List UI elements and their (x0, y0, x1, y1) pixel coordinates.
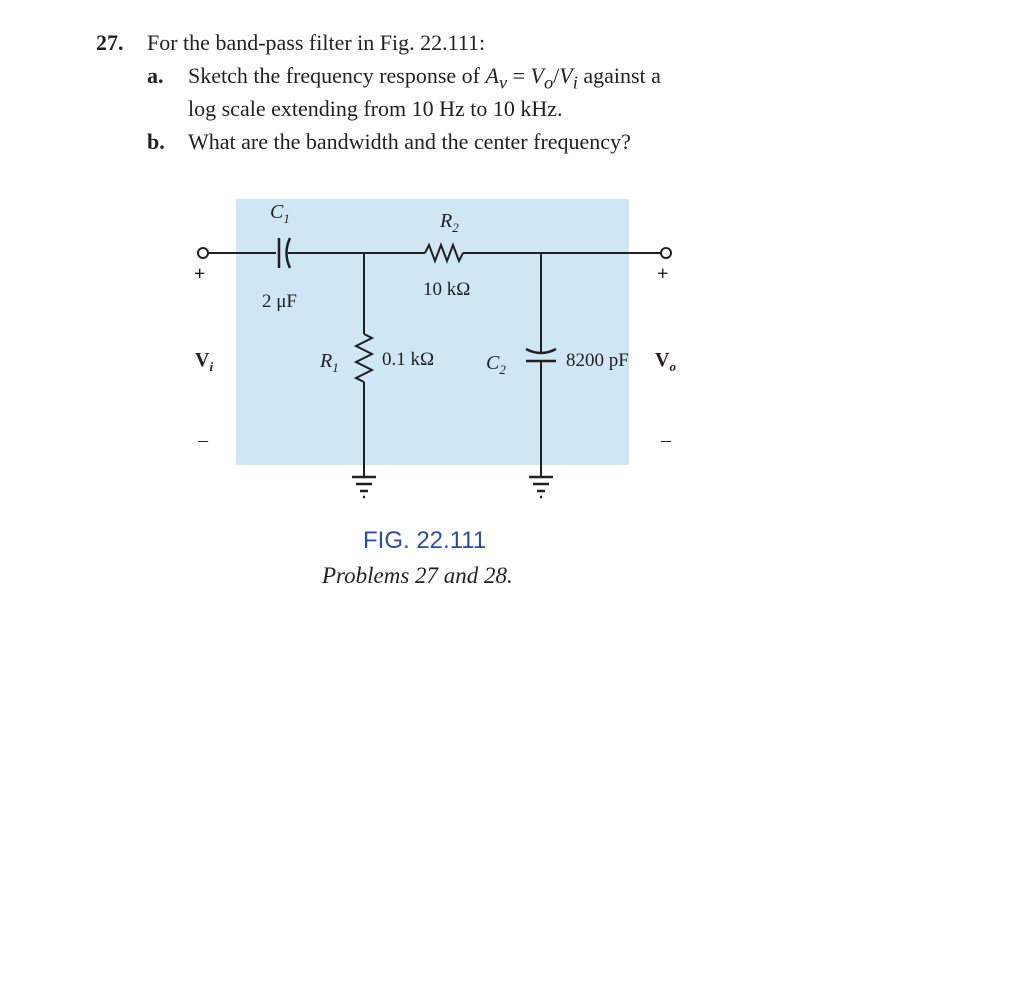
r1-value: 0.1 kΩ (382, 349, 435, 370)
c1-value: 2 μF (262, 291, 298, 312)
fraction-slash: / (553, 63, 560, 88)
c2-value: 8200 pF (566, 350, 629, 371)
input-minus: – (198, 429, 208, 451)
input-plus: + (194, 263, 206, 285)
r2-value: 10 kΩ (423, 279, 471, 300)
c2-label: $C_2$ (486, 352, 506, 377)
figure-title: FIG. 22.111 (363, 527, 487, 554)
gain-subscript: v (498, 72, 508, 93)
part-a-suffix: against a (577, 63, 661, 88)
equals-sign: = (507, 63, 531, 88)
output-minus: – (661, 429, 671, 451)
problem-number: 27. (96, 30, 124, 55)
filter-shading-box (236, 199, 629, 465)
input-voltage-label: $V_i$ (195, 349, 214, 374)
part-b-letter: b. (147, 129, 165, 154)
part-a-prefix: Sketch the frequency response of (188, 63, 486, 88)
ground-icon (352, 477, 376, 497)
output-plus: + (657, 263, 669, 285)
ground-icon (529, 477, 553, 497)
r2-label: $R_2$ (440, 210, 459, 235)
output-voltage-label: $V_o$ (655, 349, 676, 374)
problem-stem: For the band-pass filter in Fig. 22.111: (147, 30, 486, 55)
c1-label: $C_1$ (270, 201, 290, 226)
r1-label: $R_1$ (320, 350, 339, 375)
gain-symbol: A (485, 63, 499, 88)
part-a-continuation: log scale extending from 10 Hz to 10 kHz. (188, 96, 563, 121)
denominator-subscript: i (572, 72, 578, 93)
numerator-subscript: o (543, 72, 554, 93)
figure-caption: Problems 27 and 28. (322, 563, 513, 588)
input-terminal-icon (198, 248, 208, 258)
numerator-symbol: V (530, 63, 544, 88)
part-b-text: What are the bandwidth and the center frequency? (188, 129, 631, 154)
denominator-symbol: V (559, 63, 573, 88)
part-a-letter: a. (147, 63, 164, 88)
output-terminal-icon (661, 248, 671, 258)
